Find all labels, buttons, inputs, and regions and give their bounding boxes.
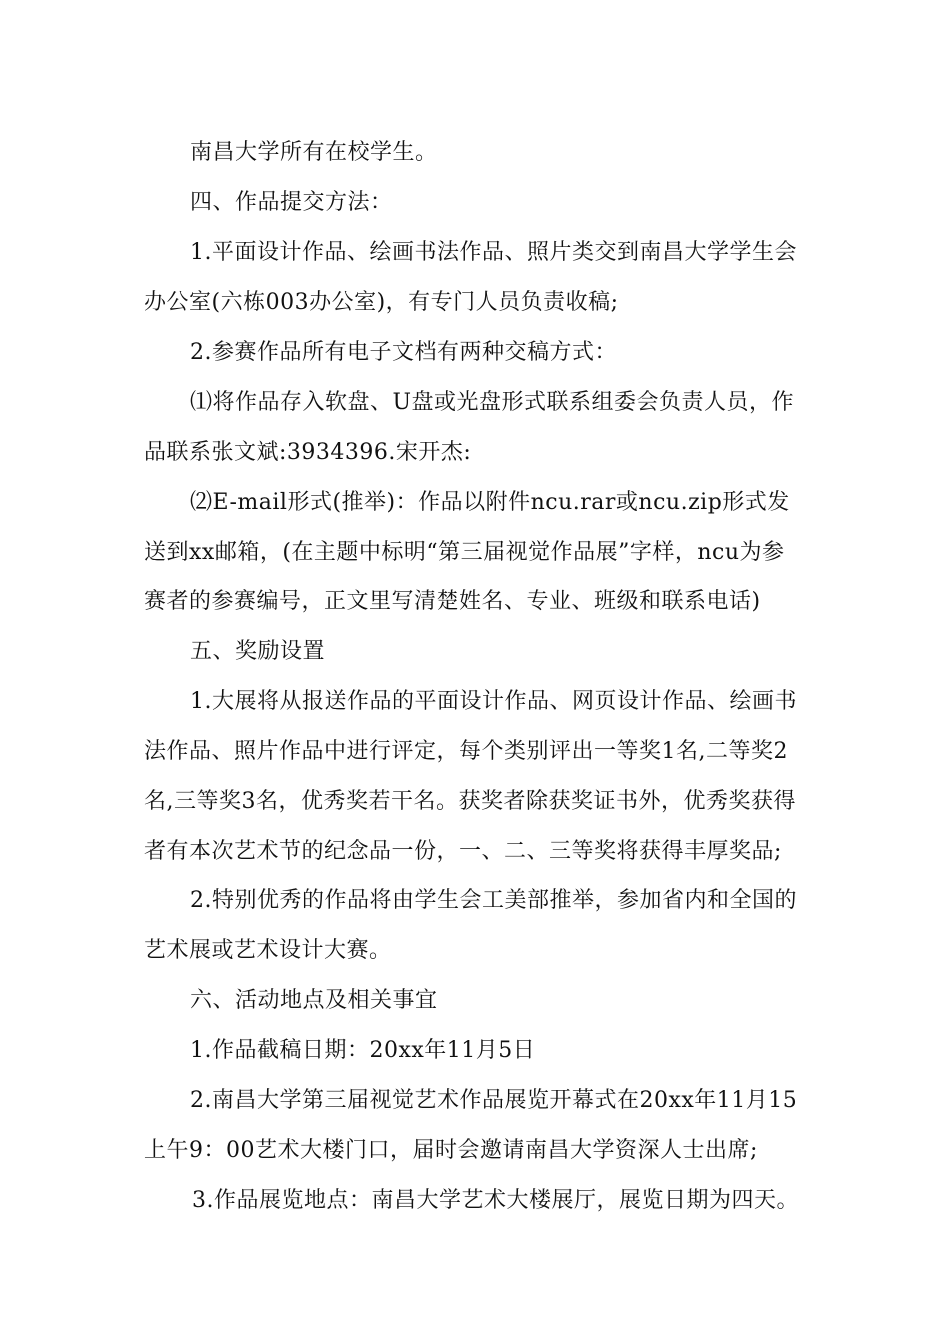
text-line: 2.南昌大学第三届视觉艺术作品展览开幕式在20xx年11月15 <box>190 1088 798 1113</box>
text-line: 赛者的参赛编号，正文里写清楚姓名、专业、班级和联系电话) <box>144 589 761 614</box>
text-line: 办公室(六栋003办公室)，有专门人员负责收稿; <box>144 290 619 315</box>
text-line: 法作品、照片作品中进行评定，每个类别评出一等奖1名,二等奖2 <box>144 739 788 764</box>
text-line: 艺术展或艺术设计大赛。 <box>144 938 392 963</box>
text-line: 2.参赛作品所有电子文档有两种交稿方式： <box>190 340 617 365</box>
text-line: 上午9：00艺术大楼门口，届时会邀请南昌大学资深人士出席; <box>144 1138 758 1163</box>
text-line: 1.作品截稿日期：20xx年11月5日 <box>190 1038 536 1063</box>
section-heading: 四、作品提交方法： <box>190 190 393 215</box>
text-line: 3.作品展览地点：南昌大学艺术大楼展厅，展览日期为四天。 <box>192 1188 799 1213</box>
text-line: 南昌大学所有在校学生。 <box>190 140 438 165</box>
text-line: 品联系张文斌:3934396.宋开杰: <box>144 440 472 465</box>
text-line: 者有本次艺术节的纪念品一份，一、二、三等奖将获得丰厚奖品; <box>144 839 782 864</box>
text-line: ⑴将作品存入软盘、U盘或光盘形式联系组委会负责人员，作 <box>190 390 795 415</box>
section-heading: 六、活动地点及相关事宜 <box>190 988 438 1013</box>
text-line: 2.特别优秀的作品将由学生会工美部推举，参加省内和全国的 <box>190 888 797 913</box>
section-heading: 五、奖励设置 <box>190 639 326 664</box>
text-line: 1.大展将从报送作品的平面设计作品、网页设计作品、绘画书 <box>190 689 797 714</box>
text-line: 名,三等奖3名，优秀奖若干名。获奖者除获奖证书外，优秀奖获得 <box>144 789 796 814</box>
text-line: 1.平面设计作品、绘画书法作品、照片类交到南昌大学学生会 <box>190 240 797 265</box>
text-line: 送到xx邮箱，(在主题中标明“第三届视觉作品展”字样，ncu为参 <box>144 540 785 565</box>
text-line: ⑵E-mail形式(推举)：作品以附件ncu.rar或ncu.zip形式发 <box>190 490 790 515</box>
